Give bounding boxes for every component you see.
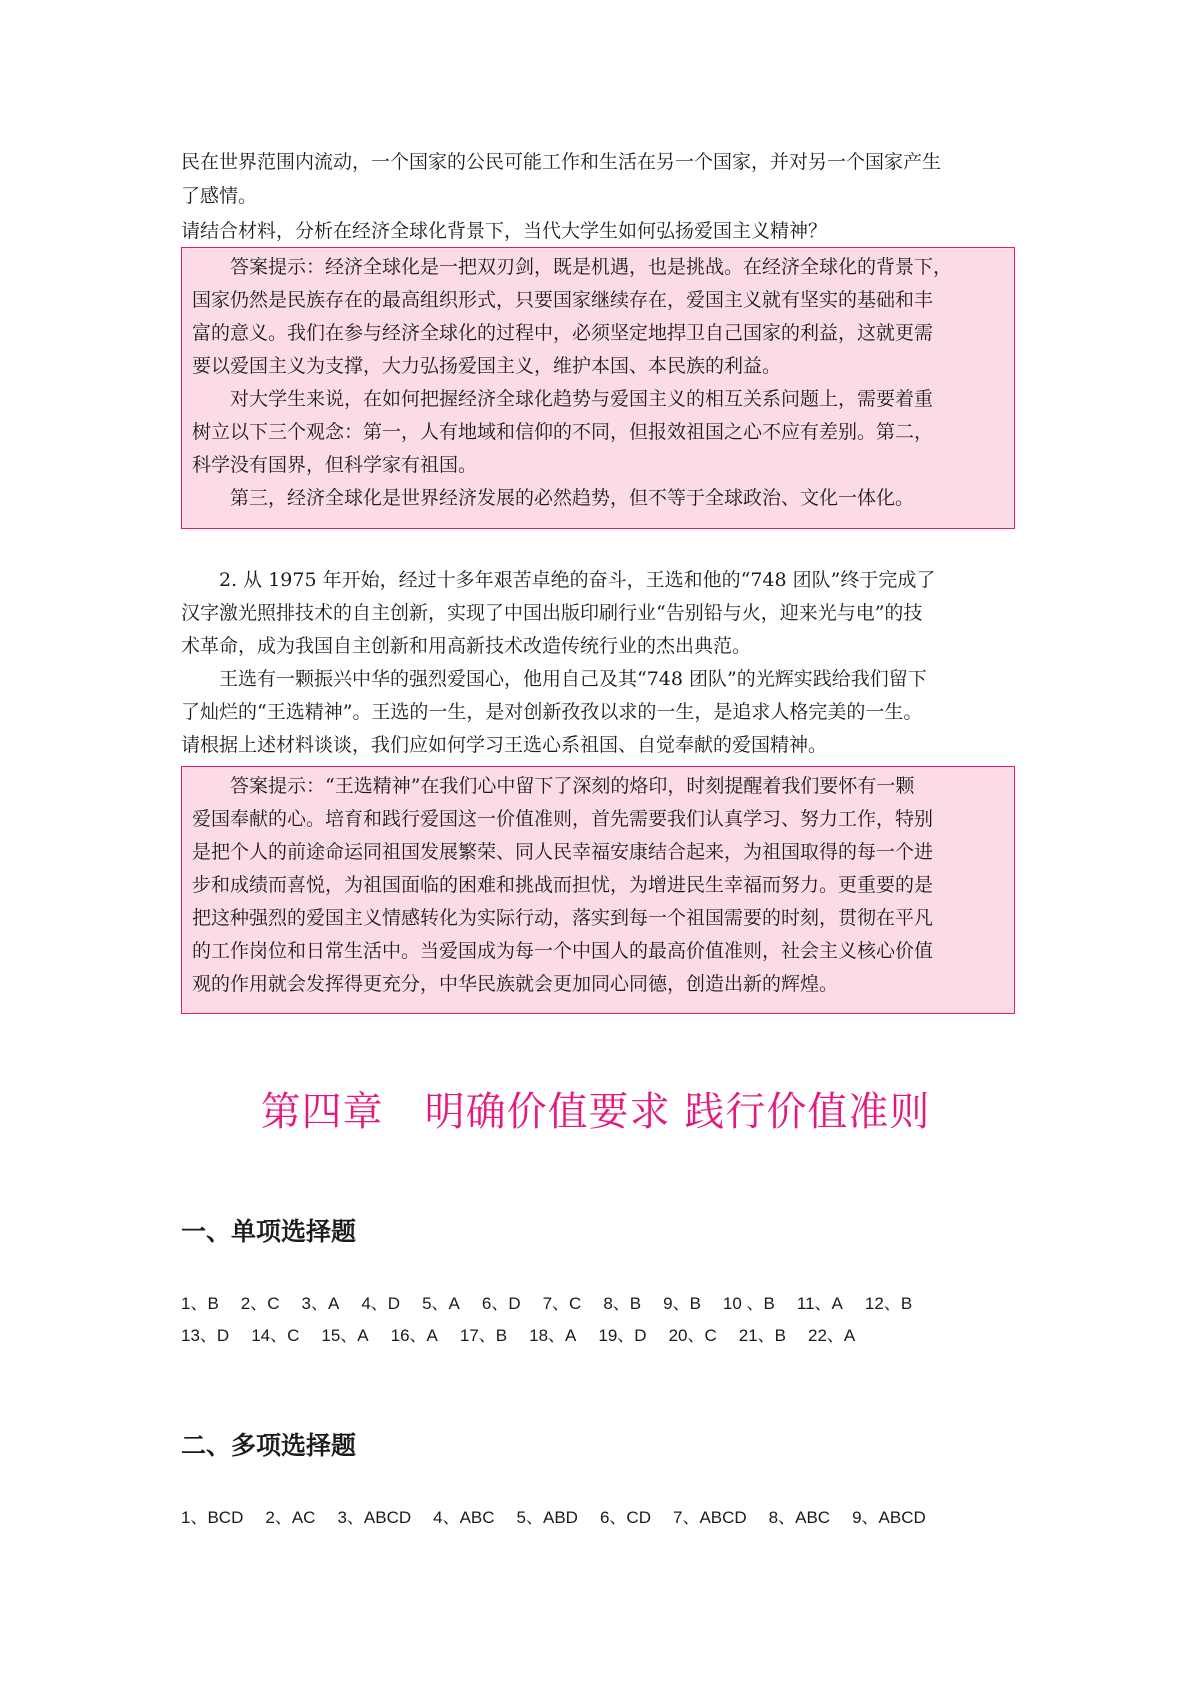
answer2-line: 把这种强烈的爱国主义情感转化为实际行动，落实到每一个祖国需要的时刻，贯彻在平凡 — [192, 907, 934, 929]
answer-item: 4、D — [361, 1294, 401, 1313]
answer2-line: 爱国奉献的心。培育和践行爱国这一价值准则，首先需要我们认真学习、努力工作，特别 — [192, 808, 934, 830]
q1-text-line-2: 了感情。 — [181, 185, 258, 207]
answer-item: 2、C — [240, 1294, 280, 1313]
answer-box-2 — [181, 766, 1015, 1014]
answer-item: 3、ABCD — [337, 1508, 412, 1527]
answer2-line: 是把个人的前途命运同祖国发展繁荣、同人民幸福安康结合起来，为祖国取得的每一个进 — [192, 841, 934, 863]
answer-item: 1、BCD — [181, 1508, 244, 1527]
answer2-line: 观的作用就会发挥得更充分，中华民族就会更加同心同德，创造出新的辉煌。 — [192, 973, 839, 995]
answer-item: 8、ABC — [768, 1508, 831, 1527]
answer-item: 9、ABCD — [852, 1508, 926, 1527]
answer2-line: 步和成绩而喜悦，为祖国面临的困难和挑战而担忧，为增进民生幸福而努力。更重要的是 — [192, 874, 934, 896]
answer-item: 19、D — [598, 1326, 647, 1345]
q2-line: 术革命，成为我国自主创新和用高新技术改造传统行业的杰出典范。 — [181, 635, 752, 657]
section-heading-multiple-choice: 二、多项选择题 — [181, 1431, 357, 1460]
answer1-line: 对大学生来说，在如何把握经济全球化趋势与爱国主义的相互关系问题上，需要着重 — [230, 388, 934, 410]
single-choice-answers-row-1 — [181, 1288, 912, 1320]
answer-item: 9、B — [663, 1294, 701, 1313]
section-heading-single-choice: 一、单项选择题 — [181, 1217, 357, 1246]
answer-item: 4、ABC — [433, 1508, 495, 1527]
answer-item: 15、A — [321, 1326, 369, 1345]
q1-text-line-1: 民在世界范围内流动，一个国家的公民可能工作和生活在另一个国家，并对另一个国家产生 — [181, 151, 942, 173]
answer-box-1 — [181, 247, 1015, 529]
answer-item: 11、A — [796, 1294, 843, 1313]
q2-line: 2. 从 1975 年开始，经过十多年艰苦卓绝的奋斗，王选和他的“748 团队”终于完成了 — [219, 569, 936, 591]
answer-item: 3、A — [301, 1294, 340, 1313]
answer-item: 8、B — [603, 1294, 642, 1313]
q2-line: 了灿烂的“王选精神”。王选的一生，是对创新孜孜以求的一生，是追求人格完美的一生。 — [181, 701, 923, 723]
answer2-line: 的工作岗位和日常生活中。当爱国成为每一个中国人的最高价值准则，社会主义核心价值 — [192, 940, 934, 962]
answer1-line: 第三，经济全球化是世界经济发展的必然趋势，但不等于全球政治、文化一体化。 — [230, 487, 915, 509]
answer-item: 5、ABD — [516, 1508, 578, 1527]
answer1-line: 富的意义。我们在参与经济全球化的过程中，必须坚定地捍卫自己国家的利益，这就更需 — [192, 322, 934, 344]
q1-question: 请结合材料，分析在经济全球化背景下，当代大学生如何弘扬爱国主义精神？ — [181, 220, 828, 242]
answer1-line: 答案提示：经济全球化是一把双刃剑，既是机遇，也是挑战。在经济全球化的背景下， — [230, 256, 953, 278]
answer1-line: 要以爱国主义为支撑，大力弘扬爱国主义，维护本国、本民族的利益。 — [192, 355, 782, 377]
answer-item: 13、D — [181, 1326, 230, 1345]
q2-line: 请根据上述材料谈谈，我们应如何学习王选心系祖国、自觉奉献的爱国精神。 — [181, 734, 828, 756]
answer-item: 12、B — [864, 1294, 913, 1313]
single-choice-answers-row-2 — [181, 1320, 855, 1352]
answer-item: 10 、B — [722, 1294, 775, 1313]
answer-item: 21、B — [738, 1326, 786, 1345]
answer-item: 20、C — [668, 1326, 717, 1345]
answer-item: 18、A — [529, 1326, 577, 1345]
question-2 — [181, 564, 1021, 762]
answer1-line: 国家仍然是民族存在的最高组织形式，只要国家继续存在，爱国主义就有坚实的基础和丰 — [192, 289, 934, 311]
answer-item: 17、B — [459, 1326, 508, 1345]
answer-item: 16、A — [390, 1326, 438, 1345]
answer-item: 5、A — [422, 1294, 460, 1313]
q2-line: 王选有一颗振兴中华的强烈爱国心，他用自己及其“748 团队”的光辉实践给我们留下 — [219, 668, 927, 690]
multiple-choice-answers-row-1 — [181, 1502, 926, 1534]
answer-item: 14、C — [251, 1326, 300, 1345]
answer-item: 2、AC — [265, 1508, 316, 1527]
chapter-title: 第四章 明确价值要求 践行价值准则 — [260, 1089, 931, 1135]
answer-item: 22、A — [808, 1326, 856, 1345]
answer-item: 1、B — [181, 1294, 219, 1313]
answer-item: 6、CD — [599, 1508, 651, 1527]
q2-line: 汉字激光照排技术的自主创新，实现了中国出版印刷行业“告别铅与火，迎来光与电”的技 — [181, 602, 923, 624]
answer2-line: 答案提示：“王选精神”在我们心中留下了深刻的烙印，时刻提醒着我们要怀有一颗 — [230, 775, 915, 797]
answer-item: 7、C — [542, 1294, 582, 1313]
answer-item: 7、ABCD — [672, 1508, 747, 1527]
answer1-line: 科学没有国界，但科学家有祖国。 — [192, 454, 478, 476]
answer1-line: 树立以下三个观念：第一，人有地域和信仰的不同，但报效祖国之心不应有差别。第二， — [192, 421, 934, 443]
answer-item: 6、D — [481, 1294, 521, 1313]
